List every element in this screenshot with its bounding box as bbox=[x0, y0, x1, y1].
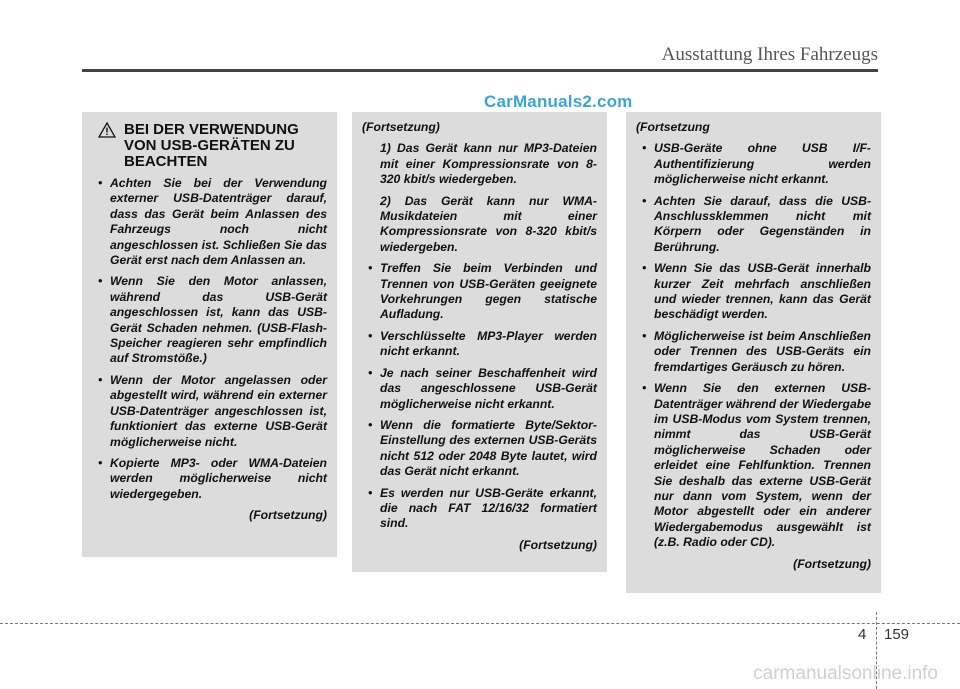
continued-label: (Fortsetzung) bbox=[249, 508, 327, 523]
bullet-list bbox=[636, 141, 871, 550]
chapter-number: 4 bbox=[858, 626, 867, 643]
list-item-text: Es werden nur USB-Geräte erkannt, die nach FAT 12/16/32 formatiert sind. bbox=[380, 485, 597, 531]
bullet: • bbox=[642, 328, 647, 343]
list-item bbox=[636, 381, 871, 550]
list-item bbox=[636, 141, 871, 187]
list-item-text: Treffen Sie beim Verbinden und Trennen von USB-Geräten geeignete Vorkehrungen gegen statische Aufladung. bbox=[380, 261, 597, 322]
list-item bbox=[362, 486, 597, 532]
footer-rule bbox=[0, 623, 960, 624]
continued-top-label: (Fortsetzung) bbox=[362, 120, 440, 134]
list-item bbox=[92, 176, 327, 268]
list-item-text: Wenn Sie das USB-Gerät innerhalb kurzer Zeit mehrfach anschließen und wieder trennen, kann das Gerät beschädigt werden. bbox=[654, 261, 871, 322]
list-item-text: Achten Sie darauf, dass die USB-Anschlussklemmen nicht mit Körpern oder Gegenständen in Berührung. bbox=[654, 193, 871, 254]
caution-header bbox=[92, 122, 327, 170]
bullet: • bbox=[98, 274, 103, 289]
caution-box bbox=[82, 112, 337, 557]
list-item bbox=[362, 418, 597, 480]
continued-label: (Fortsetzung) bbox=[519, 537, 597, 552]
bullet: • bbox=[642, 141, 647, 156]
list-item-text: Wenn die formatierte Byte/Sektor-Einstellung des externen USB-Geräts nicht 512 oder 2048 Byte lautet, wird das Gerät nicht erkannt. bbox=[380, 417, 597, 479]
bullet: • bbox=[368, 261, 373, 276]
list-item-text: Wenn der Motor angelassen oder abgestellt wird, während ein externer USB-Datenträger angeschlossen ist, funktioniert das externe USB-Gerät möglicherweise nicht. bbox=[110, 372, 327, 449]
list-item bbox=[362, 261, 597, 323]
list-item-text: Kopierte MP3- oder WMA-Dateien werden möglicherweise nicht wiedergegeben. bbox=[110, 455, 327, 501]
bullet: • bbox=[642, 381, 647, 396]
list-item-text: Wenn Sie den Motor anlassen, während das USB-Gerät angeschlossen ist, kann das USB-Gerät Schaden nehmen. (USB-Flash-Speicher reagieren sehr empfindlich auf Stromstöße.) bbox=[110, 274, 327, 366]
bullet: • bbox=[368, 485, 373, 500]
list-item bbox=[92, 274, 327, 366]
list-item-text: Verschlüsselte MP3-Player werden nicht erkannt. bbox=[380, 328, 597, 359]
caution-title: BEI DER VERWENDUNG VON USB-GERÄTEN ZU BEACHTEN bbox=[124, 121, 299, 170]
watermark-bottom: carmanualsonline.info bbox=[753, 663, 938, 684]
list-item-text: Achten Sie bei der Verwendung externer USB-Datenträger darauf, dass das Gerät beim Anlassen des Fahrzeugs noch nicht angeschlossen ist. Schließen Sie das Gerät erst nach dem Anlassen an. bbox=[110, 176, 327, 268]
header-rule bbox=[82, 69, 878, 72]
page-number: 159 bbox=[884, 626, 910, 643]
bullet: • bbox=[368, 417, 373, 432]
list-item-text: Wenn Sie den externen USB-Datenträger während der Wiedergabe im USB-Modus vom System trennen, nimmt das USB-Gerät möglicherweise Schaden oder erleidet eine Fehlfunktion. Trennen Sie deshalb das externe USB-Gerät nur dann vom System, wenn der Motor abgestellt oder ein anderer Wiedergabemodus ausgewählt ist (z.B. Radio oder CD). bbox=[654, 381, 871, 550]
list-item-text: Möglicherweise ist beim Anschließen oder Trennen des USB-Geräts ein fremdartiges Geräusch zu hören. bbox=[654, 328, 871, 374]
text-column-2 bbox=[352, 112, 607, 572]
bullet: • bbox=[98, 176, 103, 190]
list-item bbox=[636, 329, 871, 375]
warning-triangle-icon bbox=[98, 122, 116, 138]
list-item bbox=[92, 456, 327, 502]
bullet: • bbox=[642, 193, 647, 208]
list-item bbox=[636, 194, 871, 256]
paragraph: 2) Das Gerät kann nur WMA-Musikdateien mit einer Kompressionsrate von 8-320 kbit/s wiedergeben. bbox=[380, 193, 597, 254]
bullet: • bbox=[368, 365, 373, 380]
bullet-list bbox=[362, 261, 597, 532]
list-item bbox=[362, 366, 597, 412]
caution-list bbox=[92, 176, 327, 502]
bullet: • bbox=[98, 455, 103, 470]
list-item-text: Je nach seiner Beschaffenheit wird das angeschlossene USB-Gerät möglicherweise nicht erkannt. bbox=[380, 365, 597, 411]
paragraph: 1) Das Gerät kann nur MP3-Dateien mit einer Kompressionsrate von 8-320 kbit/s wiedergeben. bbox=[380, 141, 597, 187]
watermark-top: CarManuals2.com bbox=[484, 92, 633, 111]
text-column-3 bbox=[626, 112, 881, 593]
bullet: • bbox=[98, 372, 103, 387]
continued-label: (Fortsetzung) bbox=[793, 556, 871, 571]
continued-top-label: (Fortsetzung bbox=[636, 120, 710, 134]
list-item bbox=[636, 261, 871, 323]
list-item bbox=[92, 373, 327, 450]
list-item bbox=[362, 329, 597, 360]
list-item-text: USB-Geräte ohne USB I/F-Authentifizierung werden möglicherweise nicht erkannt. bbox=[654, 141, 871, 187]
bullet: • bbox=[642, 261, 647, 276]
section-title: Ausstattung Ihres Fahrzeugs bbox=[661, 44, 878, 65]
bullet: • bbox=[368, 328, 373, 343]
